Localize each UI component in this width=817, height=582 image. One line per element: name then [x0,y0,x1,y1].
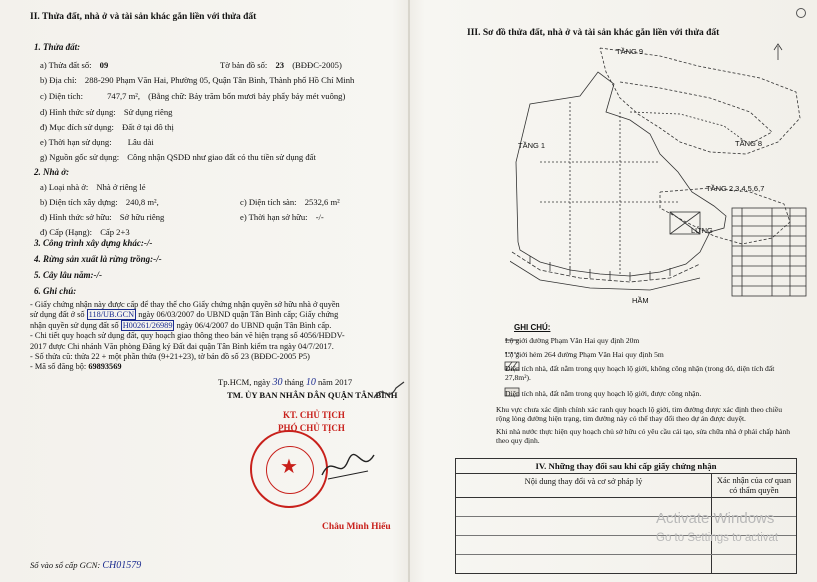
changes-col-confirmation: Xác nhận của cơ quan có thẩm quyền [716,476,792,495]
note-line: - Số thửa cũ: thửa 22 + một phần thửa (9+21+23), tờ bản đồ số 23 (BĐĐC-2005 P5) [30,352,310,362]
value: -/- [315,212,324,222]
value: 288-290 Phạm Văn Hai, Phường 05, Quận Tân Bình, Thành phố Hồ Chí Minh [84,75,355,85]
label: Tờ bản đồ số: [220,60,268,70]
seal-star-icon: ★ [280,456,298,478]
label: g) Nguồn gốc sử dụng: [40,152,120,162]
gcn-label: Số vào sổ cấp GCN: [30,560,101,570]
house-term-row [240,212,324,222]
land-term-row [40,137,154,147]
label: đ) Mục đích sử dụng: [40,122,114,132]
legend-item: Diện tích nhà, đất nằm trong quy hoạch lộ giới, được công nhận. [505,389,702,398]
label: c) Diện tích: [40,91,83,101]
house-section-title: 2. Nhà ở: [34,167,70,177]
activation-watermark-title: Activate Windows [656,510,775,527]
value: Lâu dài [127,137,154,147]
date-month-label: tháng [284,377,304,387]
legend-item: Diện tích nhà, đất nằm trong quy hoạch lộ giới, không công nhận (trong đó, diện tích đất 27,8m²). [505,364,775,382]
date-day: 30 [272,377,283,388]
legend-title: GHI CHÚ: [514,323,551,332]
house-grade-row [40,227,130,237]
house-ownership-row [40,212,164,222]
changes-table-row [456,555,796,573]
signer-name: Châu Minh Hiếu [322,522,391,532]
registration-code: 69893569 [88,362,122,372]
land-area-row [40,91,345,101]
note-text: ngày 06/03/2007 do UBND quận Tân Bình cấp; Giấy chứng [138,310,339,320]
issue-date [218,377,352,388]
legend-item: Lộ giới đường Phạm Văn Hai quy định 20m [505,336,640,345]
note: (Bằng chữ: Bảy trăm bốn mươi bảy phẩy bảy mét vuông) [148,91,346,101]
legend-item: Lộ giới hẻm 264 đường Phạm Văn Hai quy định 5m [505,350,664,359]
page-fold [408,0,410,582]
value: Sử dụng riêng [123,107,173,117]
other-constructions-title: 3. Công trình xây dựng khác:-/- [34,238,153,248]
date-year: năm 2017 [318,377,353,387]
changes-table-header [456,474,796,498]
note-text: nhận quyền sử dụng đất số [30,320,119,330]
note-text: sử dụng đất ở số [30,310,85,320]
label: b) Địa chỉ: [40,75,77,85]
punch-hole-icon [796,8,806,18]
note-line: 2017 được Chi nhánh Văn phòng Đăng ký Đất đai quận Tân Bình kiểm tra ngày 04/7/2017. [30,341,334,351]
house-build-area-row [40,197,159,207]
notes-title: 6. Ghi chú: [34,286,77,296]
value: 240,8 m², [125,197,159,207]
note-text: - Mã số đăng bộ: [30,362,87,372]
issuing-authority: TM. ỦY BAN NHÂN DÂN QUẬN TÂN BÌNH [227,390,398,400]
value: Đất ở tại đô thị [122,122,174,132]
plan-label-floor-8: TẦNG 8 [735,139,763,148]
changes-table-title: IV. Những thay đổi sau khi cấp giấy chứng nhận [456,459,796,474]
land-purpose-row [40,122,174,132]
value: 2532,6 m² [304,197,340,207]
date-month: 10 [305,377,316,388]
value: Cấp 2+3 [100,227,130,237]
label: d) Hình thức sở hữu: [40,212,112,222]
note: (BĐĐC-2005) [292,60,342,70]
official-seal-icon [250,430,328,508]
label: d) Hình thức sử dụng: [40,107,116,117]
note-line [30,321,390,331]
activation-watermark-hint: Go to Settings to activat [656,532,779,544]
section-ii-header: II. Thửa đất, nhà ở và tài sản khác gắn liền với thửa đất [30,12,257,22]
signature-icon [318,445,378,485]
house-floor-area-row [240,197,340,207]
note-line [30,362,390,372]
label: a) Loại nhà ở: [40,182,89,192]
land-map-number-row [220,60,342,70]
changes-col-content: Nội dung thay đổi và cơ sở pháp lý [456,474,712,497]
note-line: - Chi tiết quy hoạch sử dụng đất, quy hoạch giao thông theo bản vẽ hiện trạng số 4056/HĐDV- [30,331,345,341]
label: a) Thửa đất số: [40,60,92,70]
notes-block [30,300,390,373]
plan-label-floor-1: TẦNG 1 [518,141,546,150]
old-land-certificate-number: H00261/26989 [122,320,173,330]
value: Sở hữu riêng [119,212,165,222]
legend-item: Khu vực chưa xác định chính xác ranh quy hoạch lộ giới, tim đường được xác định theo chiều rộng lòng đường hiện trạng, tim đường này có thể thay đổi theo dự án được duyệt. [496,405,782,423]
signer-title-pct: PHÓ CHỦ TỊCH [278,423,345,433]
legend-item: Khi nhà nước thực hiện quy hoạch chủ sở hữu có yêu cầu cải tạo, sửa chữa nhà ở phải chấp hành theo quy định. [496,427,791,445]
land-origin-row [40,152,316,162]
label: e) Thời hạn sở hữu: [240,212,308,222]
initial-mark-icon [372,378,408,408]
site-plan-diagram [510,42,810,307]
plantation-forest-title: 4. Rừng sản xuất là rừng trồng:-/- [34,254,162,264]
gcn-entry [30,560,141,571]
date-prefix: Tp.HCM, ngày [218,377,271,387]
land-section-title: 1. Thửa đất: [34,42,81,52]
old-certificate-number: 118/UB.GCN [88,310,135,320]
label: c) Diện tích sàn: [240,197,297,207]
plan-label-floor-9: TẦNG 9 [616,47,644,56]
label: b) Diện tích xây dựng: [40,197,118,207]
perennial-trees-title: 5. Cây lâu năm:-/- [34,270,103,280]
plan-label-mezzanine: LỬNG [691,226,713,235]
value: Công nhận QSDĐ như giao đất có thu tiền sử dụng đất [127,152,316,162]
land-usage-form-row [40,107,172,117]
value: 747,7 m², [107,91,141,101]
land-address-row [40,75,354,85]
label: e) Thời hạn sử dụng: [40,137,112,147]
house-type-row [40,182,146,192]
value: 09 [99,60,109,70]
signer-title-kt: KT. CHỦ TỊCH [283,410,345,420]
note-text: ngày 06/4/2007 do UBND quận Tân Bình cấp. [176,320,332,330]
land-parcel-number-row [40,60,108,70]
note-line: - Giấy chứng nhận này được cấp để thay thế cho Giấy chứng nhận quyền sở hữu nhà ở quyền [30,300,340,309]
note-line [30,310,390,320]
label: đ) Cấp (Hạng): [40,227,93,237]
section-iii-header: III. Sơ đồ thửa đất, nhà ở và tài sản khác gắn liền với thửa đất [467,28,720,38]
value: 23 [275,60,285,70]
gcn-number: CH01579 [102,560,142,571]
plan-label-basement: HẦM [632,296,649,305]
plan-label-floors-2-7: TẦNG 2,3,4,5,6,7 [706,184,765,193]
value: Nhà ở riêng lẻ [96,182,146,192]
